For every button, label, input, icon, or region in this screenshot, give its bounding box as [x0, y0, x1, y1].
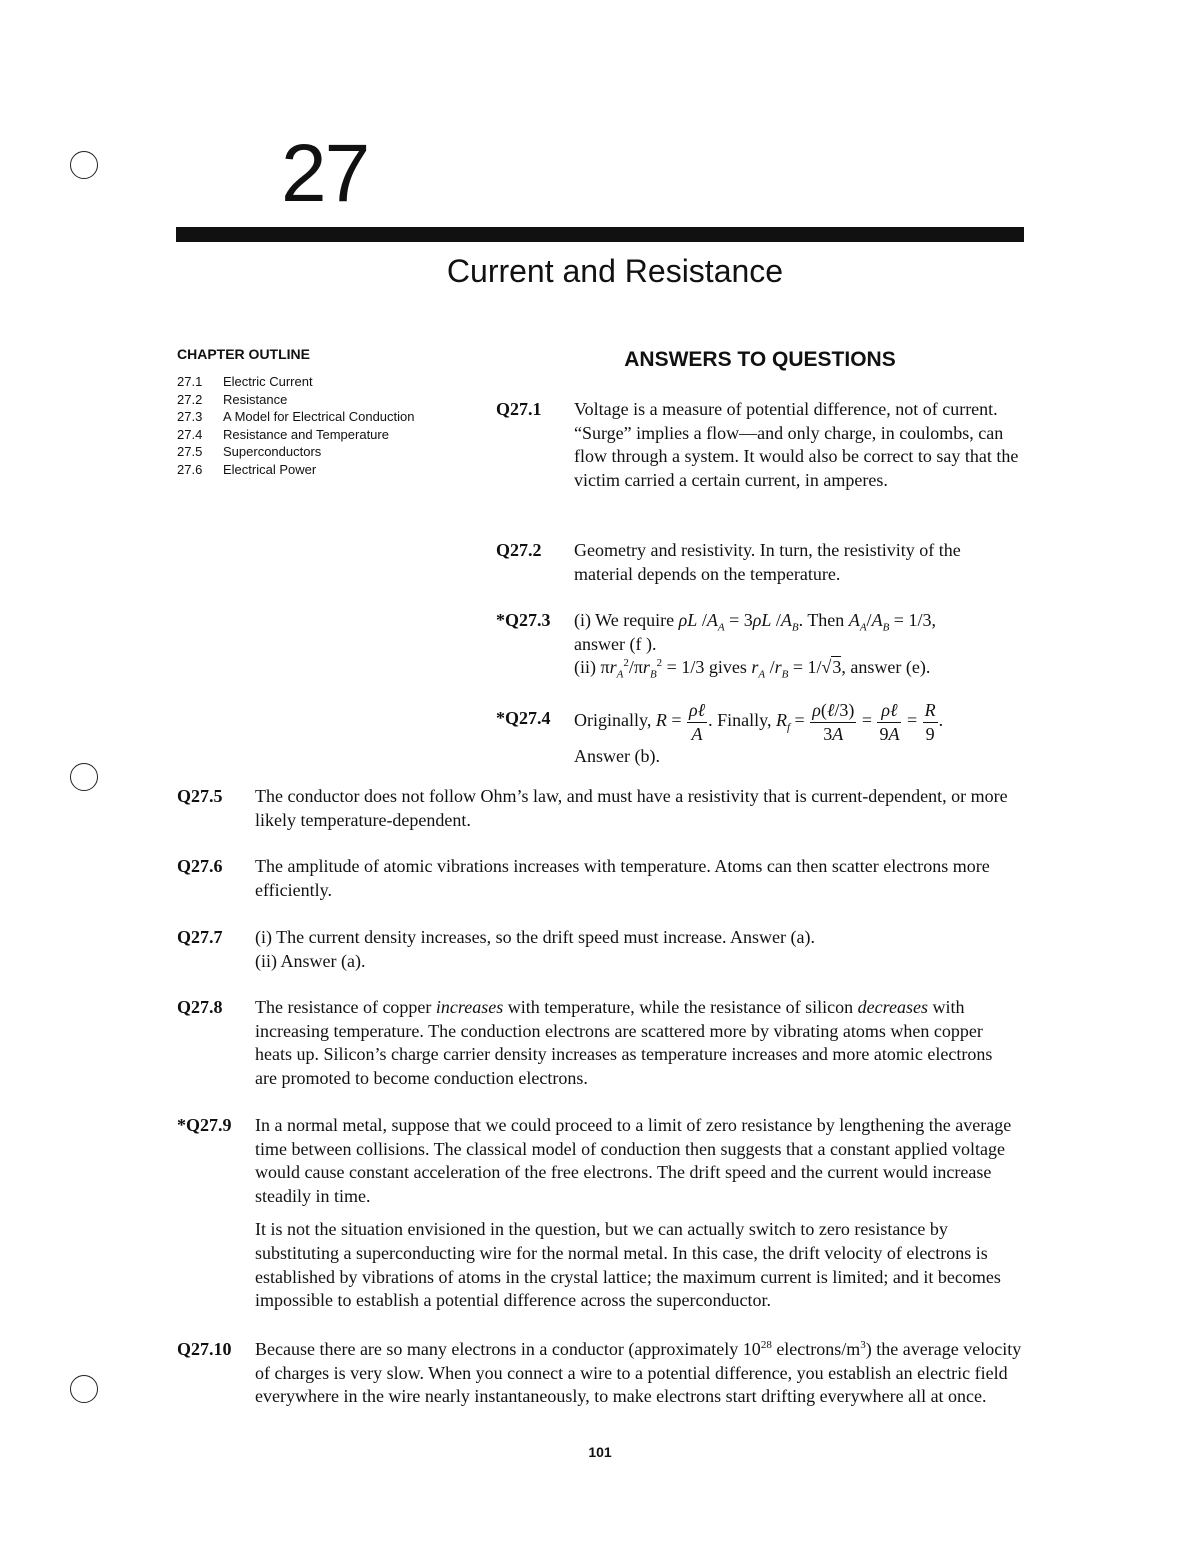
outline-item-number: 27.1: [177, 374, 203, 389]
answer-line: (ii) Answer (a).: [255, 950, 366, 971]
question-label: Q27.10: [177, 1339, 232, 1359]
chapter-outline: [177, 346, 414, 479]
answers-heading: ANSWERS TO QUESTIONS: [624, 348, 896, 371]
answer-paragraph: In a normal metal, suppose that we could proceed to a limit of zero resistance by lengthening the average time between collisions. The classical model of conduction then suggests that a constant applied voltage would cause constant acceleration of the free electrons. The drift speed and the current would increase steadily in time.: [255, 1115, 1012, 1206]
outline-item: [177, 391, 414, 409]
outline-item: [177, 461, 414, 479]
page-number: 101: [588, 1444, 612, 1460]
question-label: Q27.1: [496, 399, 542, 419]
answer-text: Originally, R = $\frac{\text{ρℓ}}{A}$ . Finally, $R_f$ = $\frac{\text{ρ(ℓ/3)}}{3A}$ = $\frac{\text{ρℓ}}{9A}$ = $\frac{R}{9}$ . Answer (b).: [574, 700, 944, 766]
outline-item-title: Electrical Power: [223, 461, 317, 477]
question-label: *Q27.3: [496, 610, 551, 630]
question-label: Q27.2: [496, 540, 542, 560]
outline-item-title: Resistance and Temperature: [223, 426, 389, 442]
answer-text: Voltage is a measure of potential difference, not of current. “Surge” implies a flow—and only charge, in coulombs, can flow through a system. It would also be correct to say that the victim carried a certain current, in amperes.: [574, 399, 1019, 490]
question-label: *Q27.4: [496, 708, 551, 728]
outline-item: [177, 443, 414, 461]
question-label: Q27.7: [177, 927, 223, 947]
answer-text: Geometry and resistivity. In turn, the resistivity of the material depends on the temperature.: [574, 540, 961, 584]
question-label: *Q27.9: [177, 1115, 232, 1135]
outline-item-title: Resistance: [223, 391, 288, 407]
answer-text: Because there are so many electrons in a conductor (approximately $10^{28}$ electrons/$m^3$) the average velocity of charges is very slow. When you connect a wire to a potential difference, you establish an electric field everywhere in the wire nearly instantaneously, to make electrons start drifting everywhere all at once.: [255, 1339, 1022, 1407]
answer-paragraph: It is not the situation envisioned in the question, but we can actually switch to zero resistance by substituting a superconducting wire for the normal metal. In this case, the drift velocity of electrons is established by vibrations of atoms in the crystal lattice; the maximum current is limited; and it becomes impossible to establish a potential difference across the superconductor.: [255, 1219, 1001, 1311]
binder-hole-top: [70, 151, 98, 179]
outline-item-number: 27.6: [177, 461, 203, 477]
outline-item-title: A Model for Electrical Conduction: [223, 409, 415, 425]
outline-heading: CHAPTER OUTLINE: [177, 346, 310, 362]
question-label: Q27.5: [177, 786, 223, 806]
question-label: Q27.8: [177, 997, 223, 1017]
outline-item-number: 27.3: [177, 409, 203, 425]
answer-text: The conductor does not follow Ohm’s law, and must have a resistivity that is current-dependent, or more likely temperature-dependent.: [255, 786, 1008, 830]
chapter-number: 27: [281, 128, 369, 219]
chapter-rule: [176, 227, 1024, 242]
outline-item: [177, 373, 414, 391]
outline-item: [177, 426, 414, 444]
answer-text: The amplitude of atomic vibrations increases with temperature. Atoms can then scatter electrons more efficiently.: [255, 856, 990, 900]
binder-hole-middle: [70, 763, 98, 791]
outline-item-number: 27.2: [177, 391, 203, 407]
outline-item-number: 27.5: [177, 444, 203, 460]
answer-line: (i) The current density increases, so the drift speed must increase. Answer (a).: [255, 927, 815, 947]
outline-item: [177, 408, 414, 426]
outline-item-title: Superconductors: [223, 444, 322, 460]
answer-text: (i) We require ρL $/A_A = 3\rho L$ $/A_B$. Then $A_A/A_B = 1/3$, answer (f ). (ii) $\pi r_A^2/\pi r_B^2 = 1/3$ gives $r_A$ $/r_B = 1/√3$, answer (e).: [574, 610, 936, 681]
question-label: Q27.6: [177, 856, 223, 876]
binder-hole-bottom: [70, 1375, 98, 1403]
answer-text: The resistance of copper increases with temperature, while the resistance of silicon decreases with increasing temperature. The conduction electrons are scattered more by vibrating atoms when copper heats up. Silicon’s charge carrier density increases as temperature increases and more atomic electrons are promoted to become conduction electrons.: [255, 997, 993, 1088]
outline-item-number: 27.4: [177, 426, 203, 442]
chapter-title: Current and Resistance: [446, 253, 784, 289]
outline-item-title: Electric Current: [223, 374, 313, 389]
